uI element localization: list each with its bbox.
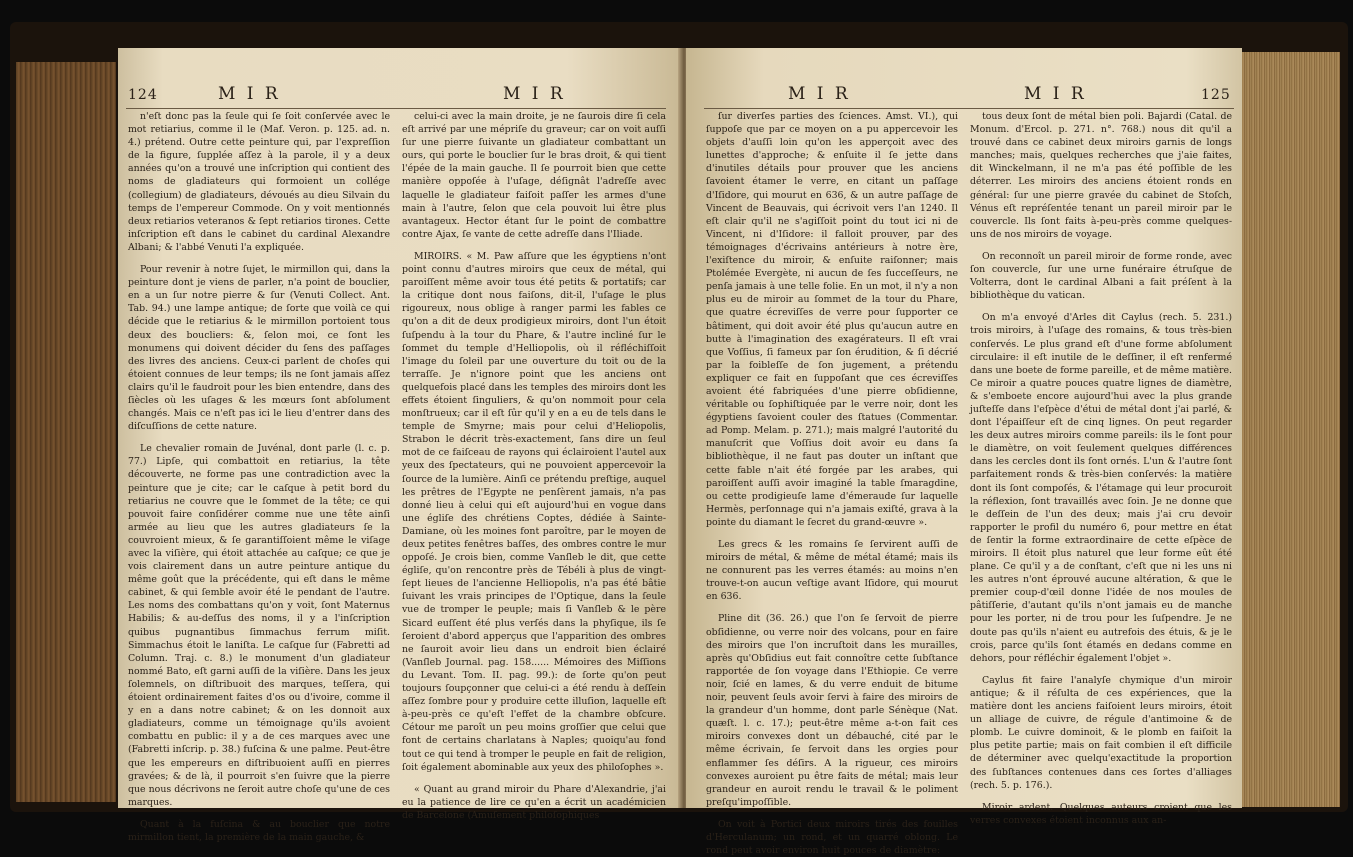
right-running-head-2: M I R [1024, 84, 1087, 104]
left-page-edges [16, 62, 116, 802]
paragraph: ſur diverſes parties des ſciences. Amst. VI.), qui ſuppoſe que par ce moyen on a pu appercevoir les objets d'auſſi loin qu'on les apperçoit avec des lunettes d'approche; & enſuite il ſe jette dans d'inutiles détails pour prouver que les anciens ſavoient étamer le verre, en citant un paſſage d'Iſidore, qui mourut en 636, & un autre paſſage de Vincent de Beauvais, qui écrivoit vers l'an 1240. Il eſt clair qu'il ne s'agiſſoit point du tout ici ni de Vincent, ni d'Iſidore: il falloit prouver, par des témoignages d'écrivains antérieurs à notre ère, l'exiſtence du miroir, & enſuite raiſonner; mais Ptolémée Evergète, ni aucun de ſes ſucceſſeurs, ne penſa jamais à une telle folie. En un mot, il n'y a non plus eu de miroir au ſommet de la tour du Phare, que quatre écreviſſes de verre pour ſupporter ce bâtiment, qui doit avoir été plus qu'aucun autre en butte à l'imagination des exagérateurs. Il eſt vrai que Voſſius, ſi fameux par ſon érudition, & ſi décrié par la foibleſſe de ſon jugement, a prétendu expliquer ce fait en ſuppoſant que ces écreviſſes avoient été fabriquées d'une pierre obſidienne, véritable ou ſophiſtiquée par le verre noir, dont les égyptiens ſavoient couler des ſtatues (Commentar. ad Pomp. Melam. p. 271.); mais malgré l'autorité du manuſcrit que Voſſius doit avoir eu dans ſa bibliothèque, il ne faut pas douter un inſtant que cette fable n'ait été forgée par les arabes, qui paroiſſent auſſi avoir imaginé la table ſmaragdine, ou cette prodigieuſe lame d'émeraude ſur laquelle Hermès, perſonnage qui n'a jamais exiſté, grava à la pointe du diamant le ſecret du grand-œuvre ». [706, 111, 958, 528]
left-column-1 [128, 110, 390, 843]
left-running-head-2: M I R [503, 84, 566, 104]
paragraph: tous deux ſont de métal bien poli. Bajardi (Catal. de Monum. d'Ercol. p. 271. n°. 768.) nous dit qu'il a trouvé dans ce cabinet deux miroirs garnis de longs manches; mais, quelques recherches que j'aie faites, dit Winckelmann, il ne m'a pas été poſſible de les déterrer. Les miroirs des anciens étoient ronds en général: ſur une pierre gravée du cabinet de Stoſch, Vénus eſt repréſentée tenant un pareil miroir par le couvercle. Ils ſont faits à-peu-près comme quelques-uns de nos miroirs de voyage. [970, 111, 1232, 240]
paragraph: Pline dit (36. 26.) que l'on ſe ſervoit de pierre obſidienne, ou verre noir des volcans, pour en faire des miroirs que l'on incruſtoit dans les murailles, après qu'Obſidius eut fait connoître cette ſubſtance rapportée de ſon voyage dans l'Ethiopie. Ce verre noir, ſcié en lames, & du verre enduit de bitume noir, peuvent ſeuls avoir ſervi à faire des miroirs de la grandeur d'un homme, dont parle Sénèque (Nat. quæſt. l. c. 17.); peut-être même a-t-on fait ces miroirs convexes dont un débauché, cité par le même écrivain, ſe ſervoit dans les orgies pour enflammer ſes déſirs. A la rigueur, ces miroirs convexes auroient pu être faits de métal; mais leur grandeur en auroit rendu le travail & le poliment preſqu'impoſſible. [706, 613, 958, 808]
right-column-1 [706, 110, 958, 857]
left-running-head-1: M I R [218, 84, 281, 104]
right-page [686, 48, 1242, 857]
left-page [118, 48, 680, 843]
paragraph: MIROIRS. « M. Paw aſſure que les égyptiens n'ont point connu d'autres miroirs que ceux de métal, qui paroiſſent même avoir tous été petits & portatifs; car la critique dont nous faiſons, dit-il, l'uſage le plus rigoureux, nous oblige à ranger parmi les fables ce qu'on a dit de deux prodigieux miroirs, dont l'un étoit ſuſpendu à la tour du Phare, & l'autre incliné ſur le ſommet du temple d'Helliopolis, où il réfléchiſſoit l'image du ſoleil par une ouverture du toit ou de la terraſſe. Je n'ignore point que les anciens ont quelquefois placé dans les temples des miroirs dont les effets étoient ſinguliers, & qu'on nommoit pour cela monſtrueux; car il eſt ſûr qu'il y en a eu de tels dans le temple de Smyrne; mais pour celui d'Heliopolis, Strabon le décrit très-exactement, ſans dire un ſeul mot de ce faiſceau de rayons qui éclairoient l'autel aux yeux des ſpectateurs, qui ne pouvoient appercevoir la ſource de la lumière. Ainſi ce prétendu preſtige, auquel les prêtres de l'Egypte ne penſèrent jamais, n'a pas donné lieu à celui qui eſt aujourd'hui en vogue dans une égliſe des chrétiens Coptes, dédiée à Sainte-Damiane, où les moines font paroître, par le moyen de deux petites fenêtres baſſes, des ombres contre le mur oppoſé. Je crois bien, comme Vanſleb le dit, que cette égliſe, qu'on rencontre près de Tébéli à plus de vingt-ſept lieues de l'ancienne Helliopolis, n'a pas été bâtie ſuivant les vrais principes de l'Optique, dans la ſeule vue de tromper le peuple; mais ſi Vanſleb & le père Sicard euſſent été plus verſés dans la phyſique, ils ſe ſeroient d'abord apperçus que l'apparition des ombres ne ſauroit avoir lieu dans un endroit bien éclairé (Vanſleb Journal. pag. 158...... Mémoires des Miſſions du Levant. Tom. II. pag. 99.): de ſorte qu'on peut toujours ſoupçonner que celui-ci a été rendu à deſſein aſſez ſombre pour y produire cette illuſion, laquelle eſt à-peu-près ce qu'eſt l'effet de la chambre obſcure. Cétour me paroît un peu moins groſſier que celui que font de certains charlatans à Naples; quoiqu'au fond tout ce qui tend à tromper le peuple en fait de religion, ſoit également abominable aux yeux des philoſophes ». [402, 250, 666, 773]
paragraph: On reconnoît un pareil miroir de forme ronde, avec ſon couvercle, ſur une urne funéraire étruſque de Volterra, dont le cardinal Albani a fait préſent à la bibliothèque du vatican. [970, 250, 1232, 302]
paragraph: Miroir ardent. Quelques auteurs croient que les verres convexes étoient inconnus aux an- [970, 801, 1232, 826]
paragraph: Quant à la fuſcina & au bouclier que notre mirmillon tient, la première de la main gauche, & [128, 818, 390, 843]
right-page-number: 125 [1201, 87, 1231, 103]
paragraph: On voit à Portici deux miroirs tirés des fouilles d'Herculanum; un rond, et un quarré oblong. Le rond peut avoir environ huit pouces de diamètre: [706, 818, 958, 857]
right-column-2 [970, 110, 1232, 826]
right-header-rule [704, 108, 1234, 109]
paragraph: celui-ci avec la main droite, je ne ſaurois dire ſi cela eſt arrivé par une mépriſe du graveur; car on voit auſſi ſur une pierre ſuivante un gladiateur combattant un ours, qui porte le bouclier ſur le bras droit, & qui tient l'épée de la main gauche. Il ſe pourroit bien que cette manière oppoſée à l'uſage, déſignât l'adreſſe avec laquelle le gladiateur faiſoit paſſer les armes d'une main à l'autre, ſelon que cela pouvoit lui être plus avantageux. Hector étant ſur le point de combattre contre Ajax, ſe vante de cette adreſſe dans l'Iliade. [402, 111, 666, 240]
paragraph: Les grecs & les romains ſe ſervirent auſſi de miroirs de métal, & même de métal étamé; mais ils ne connurent pas les verres étamés: au moins n'en trouve-t-on aucun veſtige avant Iſidore, qui mourut en 636. [706, 539, 958, 603]
paragraph: Pour revenir à notre ſujet, le mirmillon qui, dans la peinture dont je viens de parler, n'a point de bouclier, en a un ſur notre pierre & ſur (Venuti Collect. Ant. Tab. 94.) une lampe antique; de ſorte que voilà ce qui décide que le retiarius & le mirmillon portoient tous deux des boucliers: &, ſelon moi, ce ſont les monumens qui doivent décider du ſens des paſſages des livres des anciens. Ceux-ci parlent de choſes qui étoient connues de leur temps; ils ne ſont jamais aſſez clairs qu'il le faudroit pour les bien entendre, dans des ſiècles où les uſages & les mœurs ſont abſolument changés. Mais ce n'eſt pas ici le lieu d'entrer dans des diſcuſſions de cette nature. [128, 264, 390, 433]
left-header-rule [126, 108, 666, 109]
right-running-head-1: M I R [788, 84, 851, 104]
left-column-2 [402, 110, 666, 821]
paragraph: Le chevalier romain de Juvénal, dont parle (l. c. p. 77.) Lipſe, qui combattoit en retiarius, la tête découverte, ne forme pas une contradiction avec la peinture que je cite; car le caſque à petit bord du retiarius ne couvre que le ſommet de la tête; ce qui pouvoit faire conſidérer comme nue une tête ainſi armée au lieu que les autres gladiateurs ſe la couvroient mieux, & ſe garantiſſoient même le viſage avec la viſière, qui étoit attachée au caſque; ce que je vois clairement dans un autre peinture antique du même goût que la précédente, qui eſt dans le même cabinet, & qui ſemble avoir été le pendant de l'autre. Les noms des combattans qu'on y voit, ſont Maternus Habilis; & au-deſſus des noms, il y a l'inſcription quibus pugnantibus ſimmachus ferrum miſit. Simmachus étoit le laniſta. Le caſque ſur (Fabretti ad Column. Traj. c. 8.) le monument d'un gladiateur nommé Bato, eſt garni auſſi de la viſière. Dans les jeux ſolemnels, on diſtribuoit des marques, teſſera, qui étoient ordinairement faites d'os ou d'ivoire, comme il y en a dans notre cabinet; & on les donnoit aux gladiateurs, comme un témoignage qu'ils avoient combattu en public: il y a de ces marques avec une (Fabretti inſcrip. p. 38.) fuſcina & une palme. Peut-être que les empereurs en diſtribuoient auſſi en pierres gravées; & de là, il pourroit s'en ſuivre que la pierre que nous décrivons ne ſeroit autre choſe qu'une de ces marques. [128, 443, 390, 808]
left-page-number: 124 [128, 87, 158, 103]
paragraph: n'eſt donc pas la ſeule qui ſe ſoit conſervée avec le mot retiarius, comme il le (Maf. Veron. p. 125. ad. n. 4.) prétend. Outre cette peinture qui, par l'expreſſion de la figure, ſupplée aſſez à la parole, il y a deux années qu'on a trouvé une inſcription qui contient des noms de gladiateurs qui formoient un collége (collegium) de gladiateurs, dévoués au dieu Silvain du temps de l'empereur Commode. On y voit mentionnés deux retiarios veteranos & ſept retiarios tirones. Cette inſcription eſt dans le cabinet du cardinal Alexandre Albani; & l'abbé Venuti l'a expliquée. [128, 111, 390, 253]
right-page-edges [1240, 52, 1340, 807]
paragraph: On m'a envoyé d'Arles dit Caylus (rech. 5. 231.) trois miroirs, à l'uſage des romains, & tous très-bien conſervés. Le plus grand eſt d'une forme abſolument circulaire: il eſt inutile de le deſſiner, il eſt renfermé dans une boete de forme pareille, et de même matière. Ce miroir a quatre pouces quatre lignes de diamètre, & s'emboete encore aujourd'hui avec la plus grande juſteſſe dans l'eſpèce d'étui de métal dont j'ai parlé, & dont l'épaiſſeur eſt de cinq lignes. On peut regarder les deux autres miroirs comme pareils: ils le ſont pour le diamètre, on voit ſeulement quelques différences dans les cercles dont ils ſont ornés. L'un & l'autre ſont parfaitement ronds & très-bien conſervés: la matière dont ils ſont compoſés, & l'étamage qui leur procuroit la réflexion, ſont travaillés avec ſoin. Je ne donne que le deſſein de l'un des deux; mais j'ai cru devoir rapporter le profil du numéro 6, pour mettre en état de ſentir la forme extraordinaire de cette eſpèce de miroirs. Il étoit plus naturel que leur forme eût été plane. Ce qu'il y a de conſtant, c'eſt que ni les uns ni les autres n'ont éprouvé aucune altération, & que le premier coup-d'œil donne l'idée de nos moules de pâtiſſerie, d'autant qu'ils n'ont jamais eu de manche pour les porter, ni de trou pour les ſuſpendre. Je ne doute pas qu'ils n'aient eu autrefois des étuis, & je le crois, parce qu'ils ſont étamés en dedans comme en dehors, pour réfléchir également l'objet ». [970, 312, 1232, 664]
paragraph: Caylus fit faire l'analyſe chymique d'un miroir antique; & il réſulta de ces expériences, que la matière dont les anciens faiſoient leurs miroirs, étoit un alliage de cuivre, de régule d'antimoine & de plomb. Le cuivre dominoit, & le plomb en faiſoit la plus petite partie; mais on fait combien il eſt difficile de déterminer avec quelqu'exactitude la proportion des ſubſtances contenues dans ces ſortes d'alliages (rech. 5. p. 176.). [970, 674, 1232, 791]
paragraph: « Quant au grand miroir du Phare d'Alexandrie, j'ai eu la patience de lire ce qu'en a écrit un académicien de Barcelone (Amuſement philoſophiques [402, 783, 666, 821]
book-spread [10, 22, 1348, 857]
